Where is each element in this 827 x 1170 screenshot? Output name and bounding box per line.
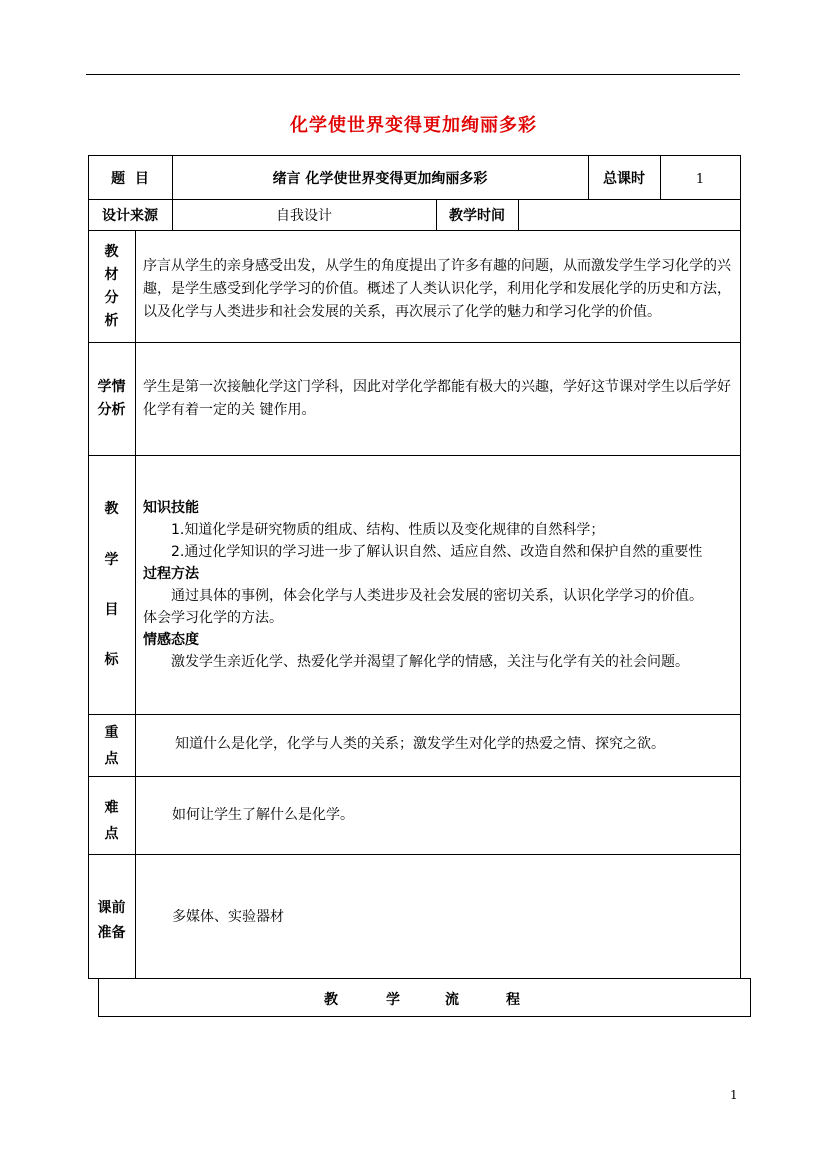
total-hours-label: 总课时 (603, 170, 645, 187)
row-divider (88, 342, 741, 343)
total-hours-value: 1 (695, 172, 705, 187)
label-col-divider (135, 230, 136, 978)
knowledge-item: 2.通过化学知识的学习进一步了解认识自然、适应自然、改造自然和保护自然的重要性 (171, 544, 703, 560)
topic-label: 题 目 (111, 170, 149, 187)
knowledge-item: 1.知道化学是研究物质的组成、结构、性质以及变化规律的自然科学； (171, 522, 605, 538)
student-analysis-text: 学生是第一次接触化学这门学科，因此对学化学都能有极大的兴趣，学好这节课对学生以后学好化学有着一定的关 键作用。 (143, 379, 731, 418)
row-divider (88, 714, 741, 715)
teaching-goals-label: 教 学 目 标 (104, 501, 119, 668)
topic-value: 绪言 化学使世界变得更加绚丽多彩 (272, 170, 488, 187)
table-border-right (740, 155, 741, 978)
student-analysis-label: 学情 分析 (97, 379, 126, 418)
page-number: 1 (730, 1088, 738, 1102)
knowledge-skills-heading: 知识技能 (143, 500, 199, 516)
process-text: 通过具体的事例，体会化学与人类进步及社会发展的密切关系，认识化学学习的价值。 (171, 588, 703, 604)
flow-char: 学 (386, 992, 400, 1008)
material-analysis-text: 序言从学生的亲身感受出发，从学生的角度提出了许多有趣的问题，从而激发学生学习化学的兴趣，是学生感受到化学学习的价值。概述了人类认识化学，利用化学和发展化学的历史和方法，以及化学与人类进步和社会发展的关系，再次展示了化学的魅力和学习化学的价值。 (143, 258, 731, 320)
preparation-text: 多媒体、实验器材 (172, 909, 284, 925)
teaching-time-label: 教学时间 (449, 208, 505, 224)
flow-char: 教 (324, 992, 338, 1008)
teaching-time-value (518, 200, 740, 230)
difficulties-label: 难 点 (104, 800, 119, 842)
row-divider (88, 230, 741, 231)
preparation-label: 课前 准备 (97, 900, 126, 941)
attitude-heading: 情感态度 (143, 632, 199, 648)
design-source-value: 自我设计 (276, 208, 332, 224)
teaching-goals-content (143, 497, 737, 673)
flow-char: 流 (445, 992, 459, 1008)
row-divider (88, 455, 741, 456)
material-analysis-label: 教 材 分 析 (104, 244, 119, 329)
header-rule (86, 74, 740, 75)
difficulties-text: 如何让学生了解什么是化学。 (172, 807, 354, 823)
process-methods-heading: 过程方法 (143, 566, 199, 582)
teaching-flow-header (98, 978, 751, 1017)
row-divider (88, 854, 741, 855)
row-divider (88, 776, 741, 777)
key-points-text: 知道什么是化学，化学与人类的关系；激发学生对化学的热爱之情、探究之欲。 (175, 736, 665, 752)
design-source-label: 设计来源 (102, 208, 158, 224)
page-title: 化学使世界变得更加绚丽多彩 (290, 115, 537, 136)
flow-char: 程 (506, 992, 520, 1008)
key-points-label: 重 点 (104, 725, 119, 767)
attitude-text: 激发学生亲近化学、热爱化学并渴望了解化学的情感，关注与化学有关的社会问题。 (171, 654, 689, 670)
process-text: 体会学习化学的方法。 (143, 610, 283, 626)
